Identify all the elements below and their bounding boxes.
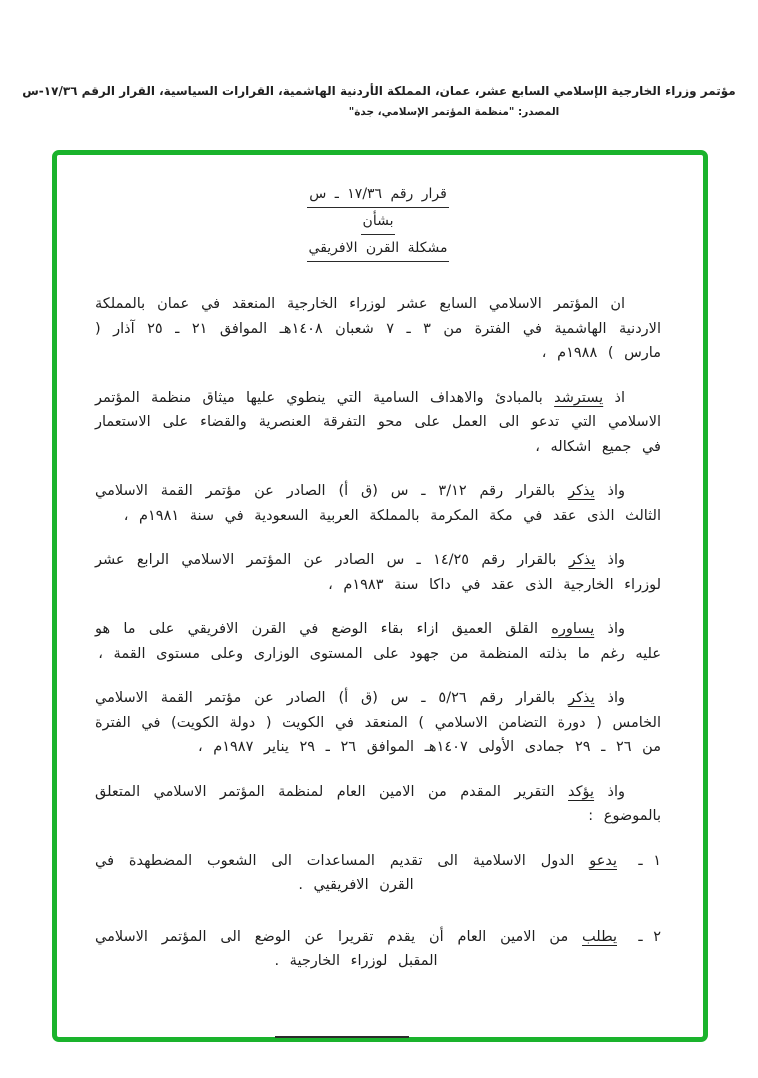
- citation-header: [0, 84, 758, 118]
- item-body: من الامين العام أن يقدم تقريرا عن الوضع الى المؤتمر الاسلامي المقبل لوزراء الخارجية .: [95, 928, 583, 969]
- paragraph-text: واذ: [594, 483, 625, 499]
- paragraph-text: اذ: [603, 389, 625, 406]
- item-text: [95, 925, 617, 974]
- item-number: ٢ ـ: [638, 928, 661, 945]
- resolution-subject-word: بشأن: [361, 212, 396, 235]
- paragraph-text: واذ: [594, 690, 625, 706]
- paragraph-text: بالمبادئ والاهداف السامية التي ينطوي عليها ميثاق منظمة المؤتمر الاسلامي التي تدعو الى العمل على محو التفرقة العنصرية والقضاء على الاستعمار في جميع اشكاله ،: [95, 389, 661, 455]
- paragraph-keyword: يؤكد: [568, 783, 595, 800]
- paragraph-text: التقرير المقدم من الامين العام لمنظمة المؤتمر الاسلامي المتعلق بالموضوع :: [95, 783, 661, 824]
- paragraph-keyword: يساوره: [551, 621, 595, 637]
- paragraph-text: ان المؤتمر الاسلامي السابع عشر لوزراء الخارجية المنعقد في عمان بالمملكة الاردنية الهاشمية في الفترة من ٣ ـ ٧ شعبان ١٤٠٨هـ الموافق ٢١ ـ ٢٥ آذار ( مارس ) ١٩٨٨م ،: [95, 296, 661, 361]
- preamble-paragraph-6: [95, 686, 661, 760]
- operative-item-2: [95, 925, 661, 974]
- paragraph-text: بالقرار رقم ٥/٢٦ ـ س (ق أ) الصادر عن مؤتمر القمة الاسلامي الخامس ( دورة التضامن الاسلامي ) المنعقد في الكويت ( دولة الكويت) في الفترة من ٢٦ ـ ٢٩ جمادى الأولى ١٤٠٧هـ الموافق ٢٦ ـ ٢٩ يناير ١٩٨٧م ،: [95, 690, 661, 755]
- preamble-paragraph-3: [95, 479, 661, 528]
- paragraph-text: واذ: [594, 621, 625, 637]
- paragraph-text: واذ: [595, 552, 625, 568]
- end-divider: [275, 1036, 409, 1038]
- paragraph-text: بالقرار رقم ١٤/٢٥ ـ س الصادر عن المؤتمر الاسلامي الرابع عشر لوزراء الخارجية الذى عقد في داكا سنة ١٩٨٣م ،: [95, 552, 661, 593]
- paragraph-keyword: يسترشد: [554, 389, 604, 406]
- highlight-frame: [52, 150, 708, 1042]
- citation-line: مؤتمر وزراء الخارجية الإسلامي السابع عشر، عمان، المملكة الأردنية الهاشمية، القرارات السياسية، القرار الرقم ١٧/٣٦-س: [22, 84, 736, 98]
- preamble-paragraph-1: [95, 292, 661, 366]
- paragraph-text: القلق العميق ازاء بقاء الوضع في القرن الافريقي على ما هو عليه رغم ما بذلته المنظمة من جهود على المستوى الوزارى وعلى مستوى القمة ،: [95, 621, 661, 662]
- item-text: [95, 849, 617, 898]
- item-keyword: يطلب: [582, 928, 617, 945]
- preamble-paragraph-5: [95, 617, 661, 666]
- item-keyword: يدعو: [589, 852, 617, 869]
- operative-item-1: [95, 849, 661, 898]
- resolution-subject-line: مشكلة القرن الافريقي: [307, 239, 450, 262]
- resolution-body: [95, 292, 661, 1038]
- preamble-paragraph-7: [95, 780, 661, 829]
- paragraph-text: واذ: [594, 783, 625, 800]
- preamble-paragraph-4: [95, 548, 661, 597]
- paragraph-keyword: يذكر: [568, 483, 595, 499]
- source-line: المصدر: "منظمة المؤتمر الإسلامي، جدة": [348, 106, 560, 118]
- item-body: الدول الاسلامية الى تقديم المساعدات الى الشعوب المضطهدة في القرن الافريقيي .: [95, 852, 590, 893]
- preamble-paragraph-2: [95, 386, 661, 460]
- paragraph-keyword: يذكر: [568, 552, 596, 568]
- resolution-number-line: قرار رقم ١٧/٣٦ ـ س: [307, 185, 449, 208]
- item-number: ١ ـ: [638, 852, 661, 869]
- paragraph-text: بالقرار رقم ٣/١٢ ـ س (ق أ) الصادر عن مؤتمر القمة الاسلامي الثالث الذى عقد في مكة المكرمة بالمملكة العربية السعودية في سنة ١٩٨١م ،: [95, 483, 661, 524]
- paragraph-keyword: يذكر: [568, 690, 595, 706]
- resolution-title: [95, 185, 661, 262]
